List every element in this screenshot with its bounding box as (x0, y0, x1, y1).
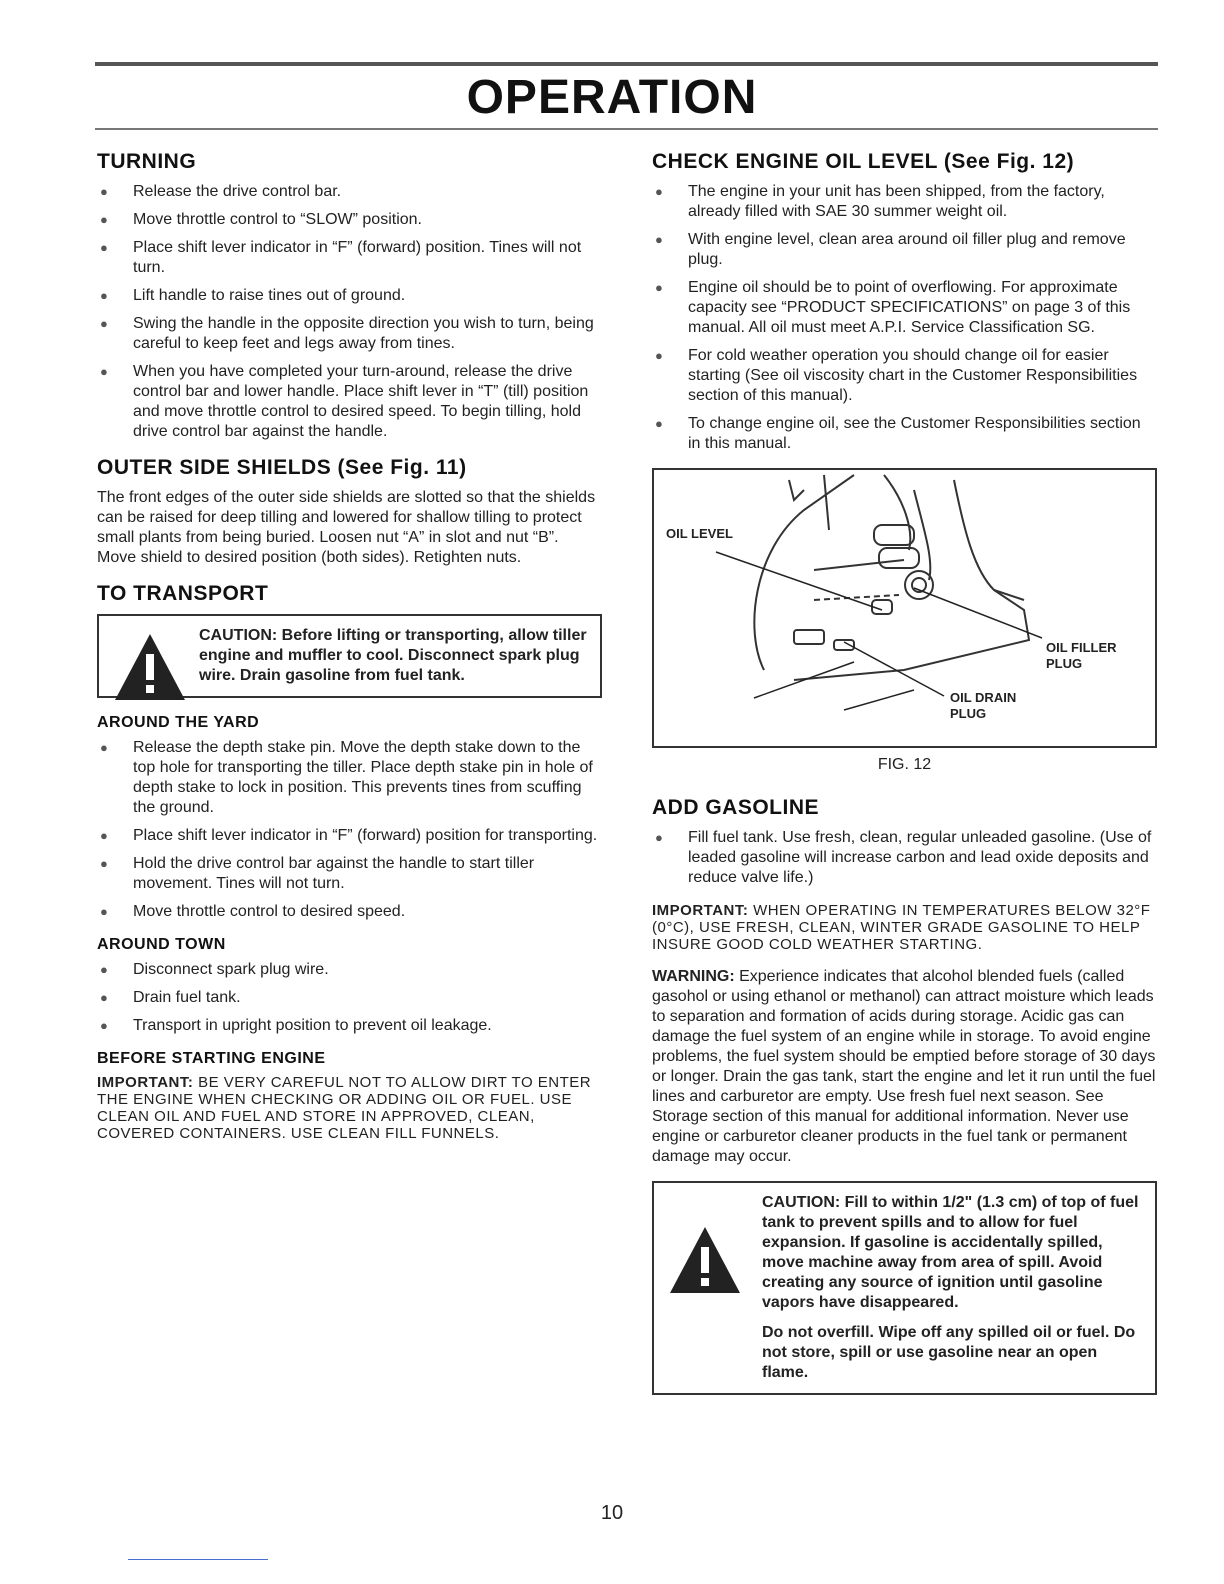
list-item: ● Release the drive control bar. (100, 183, 342, 200)
list-item: ● With engine level, clean area around oil filler plug and remove plug. (655, 231, 1126, 268)
list-item: ● Engine oil should be to point of overflowing. For approximate capacity see “PRODUCT SPECIFICATIONS” on page 3 of this manual. All oil must meet A.P.I. Service Classification SG. (655, 279, 1131, 336)
list-item: ● Disconnect spark plug wire. (100, 961, 329, 978)
outer-shields-text: The front edges of the outer side shields are slotted so that the shields can be raised for deep tilling and lowered for shallow tilling to protect small plants from being buried. Loosen nut “A” in slot and nut “B”. Move shield to desired position (both sides). Retighten nuts. (97, 489, 596, 566)
important-winter-text: IMPORTANT: WHEN OPERATING IN TEMPERATURES BELOW 32°F (0°C), USE FRESH, CLEAN, WINTER GRADE GASOLINE TO HELP INSURE GOOD COLD WEATHER STARTING. (652, 902, 1151, 953)
fuel-caution-paragraph-2: Do not overfill. Wipe off any spilled oil or fuel. Do not store, spill or use gasoline near an open flame. (762, 1324, 1136, 1381)
list-item: ● Place shift lever indicator in “F” (forward) position for transporting. (100, 827, 598, 844)
list-item: ● The engine in your unit has been shipped, from the factory, already filled with SAE 30 summer weight oil. (655, 183, 1105, 220)
title-underline (95, 128, 1158, 130)
list-item: ● Lift handle to raise tines out of ground. (100, 287, 406, 304)
add-gasoline-list (652, 828, 1157, 888)
list-item: ● Release the depth stake pin. Move the depth stake down to the top hole for transporting the tiller. Place depth stake pin in hole of depth stake to lock in position. This prevents tines from scuffing the ground. (100, 739, 593, 816)
label-oil-filler-plug: OIL FILLER PLUG (1046, 640, 1117, 671)
fuel-caution-paragraph-1: CAUTION: Fill to within 1/2" (1.3 cm) of top of fuel tank to prevent spills and to allow for fuel expansion. If gasoline is accidentally spilled, move machine away from area of spill. Avoid creating any source of ignition until gasoline vapors have disappeared. (762, 1194, 1139, 1311)
check-oil-heading: CHECK ENGINE OIL LEVEL (See Fig. 12) (652, 150, 1075, 173)
warning-text: WARNING: Experience indicates that alcohol blended fuels (called gasohol or using ethanol or methanol) can attract moisture which leads to separation and formation of acids during storage. Acidic gas can damage the fuel system of an engine while in storage. To avoid engine problems, the fuel system should be emptied before storage of 30 days or longer. Drain the gas tank, start the engine and let it run until the fuel lines and carburetor are empty. Use fresh fuel next season. See Storage section of this manual for additional information. Never use engine or carburetor cleaner products in the fuel tank or permanent damage may occur. (652, 968, 1156, 1165)
figure-12 (652, 468, 1157, 748)
right-column (652, 150, 1157, 1411)
left-column (97, 150, 602, 1156)
page-number: 10 (600, 1502, 624, 1524)
transport-caution-box (97, 614, 602, 698)
fuel-caution-text (762, 1193, 1143, 1383)
before-starting-text: IMPORTANT: BE VERY CAREFUL NOT TO ALLOW DIRT TO ENTER THE ENGINE WHEN CHECKING OR ADDING OIL OR FUEL. USE CLEAN OIL AND FUEL AND STORE IN APPROVED, CLEAN, COVERED CONTAINERS. USE CLEAN FILL FUNNELS. (97, 1074, 592, 1142)
before-starting-heading: BEFORE STARTING ENGINE (97, 1050, 326, 1067)
top-rule (95, 62, 1158, 66)
around-town-list (97, 960, 602, 1036)
label-oil-drain-plug: OIL DRAIN PLUG (950, 690, 1017, 721)
list-item: ● Fill fuel tank. Use fresh, clean, regular unleaded gasoline. (Use of leaded gasoline will increase carbon and lead oxide deposits and reduce valve life.) (655, 829, 1152, 886)
transport-heading: TO TRANSPORT (97, 582, 269, 605)
page-title: OPERATION (466, 71, 758, 124)
list-item: ● To change engine oil, see the Customer Responsibilities section in this manual. (655, 415, 1141, 452)
engine-illustration (654, 470, 1155, 742)
list-item: ● When you have completed your turn-around, release the drive control bar and lower handle. Place shift lever in “T” (till) position and move throttle control to desired speed. To begin tilling, hold drive control bar against the handle. (100, 363, 589, 440)
outer-shields-heading: OUTER SIDE SHIELDS (See Fig. 11) (97, 456, 467, 479)
label-oil-level: OIL LEVEL (666, 526, 733, 541)
around-yard-heading: AROUND THE YARD (97, 714, 260, 731)
list-item: ● For cold weather operation you should change oil for easier starting (See oil viscosity chart in the Customer Responsibilities section of this manual). (655, 347, 1138, 404)
turning-list (97, 182, 602, 442)
check-oil-list (652, 182, 1157, 454)
turning-heading: TURNING (97, 150, 197, 173)
list-item: ● Drain fuel tank. (100, 989, 241, 1006)
warning-icon (668, 1223, 742, 1297)
bottom-rule (128, 1559, 268, 1560)
figure-caption: FIG. 12 (877, 756, 932, 773)
list-item: ● Place shift lever indicator in “F” (forward) position. Tines will not turn. (100, 239, 582, 276)
transport-caution-text: CAUTION: Before lifting or transporting, allow tiller engine and muffler to cool. Disconnect spark plug wire. Drain gasoline from fuel tank. (199, 627, 587, 684)
add-gasoline-heading: ADD GASOLINE (652, 796, 820, 819)
list-item: ● Swing the handle in the opposite direction you wish to turn, being careful to keep feet and legs away from tines. (100, 315, 594, 352)
list-item: ● Hold the drive control bar against the handle to start tiller movement. Tines will not turn. (100, 855, 535, 892)
around-town-heading: AROUND TOWN (97, 936, 226, 953)
warning-icon (113, 630, 187, 704)
around-yard-list (97, 738, 602, 922)
fuel-caution-box (652, 1181, 1157, 1395)
list-item: ● Move throttle control to “SLOW” position. (100, 211, 422, 228)
list-item: ● Move throttle control to desired speed. (100, 903, 406, 920)
list-item: ● Transport in upright position to prevent oil leakage. (100, 1017, 492, 1034)
